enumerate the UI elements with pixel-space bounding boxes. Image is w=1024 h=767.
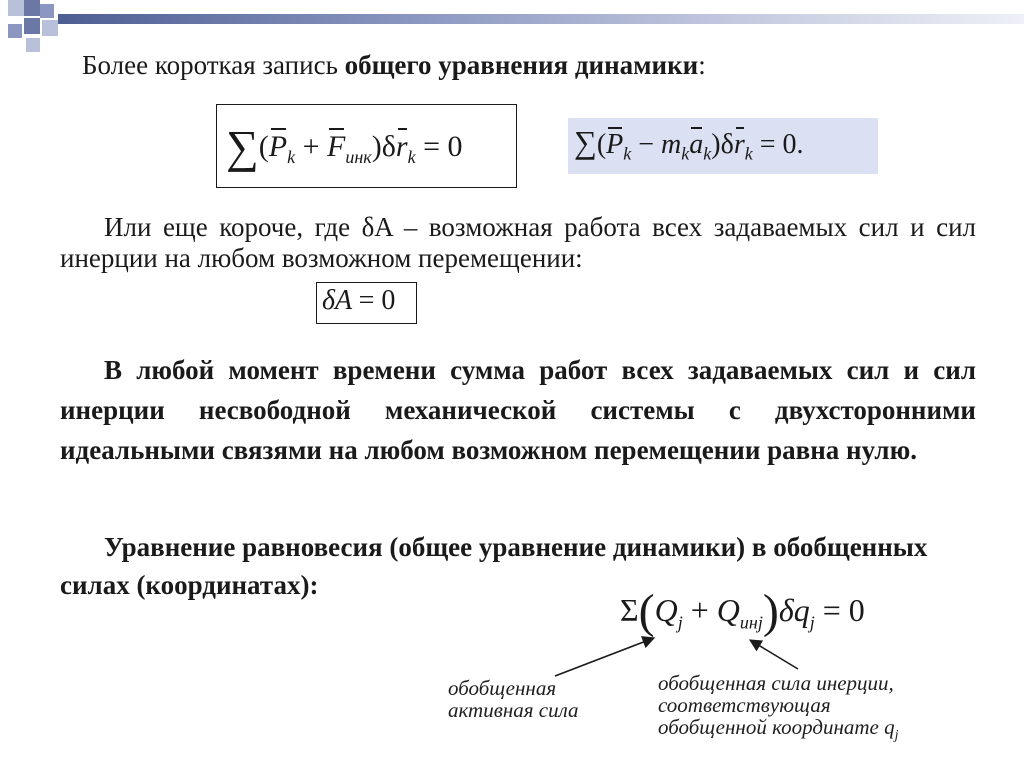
vector-f: F: [327, 130, 346, 163]
formula-1: $\sum(P_k + F_{инк})\delta r_k = 0$: [226, 121, 463, 172]
lead-bold: общего уравнения динамики: [344, 50, 699, 80]
formula-2: $\sum(P_k - m_ka_k)\delta r_k = 0$.: [574, 124, 804, 164]
lead-colon: :: [698, 50, 706, 80]
arrow-to-active-force: [555, 638, 654, 676]
annotation-active-force: обобщенная активная сила: [448, 676, 579, 722]
formula-4: $\Sigma(Q_j + Q_{инj})\delta q_j = 0$: [620, 585, 865, 638]
lead-text: Более короткая запись: [82, 50, 345, 80]
vector-p: P: [268, 130, 288, 163]
paragraph-equilibrium: Уравнение равновесия (общее уравнение динамики) в обобщенных силах (координатах):: [60, 532, 928, 600]
paragraph-principle: В любой момент времени сумма работ всех задаваемых сил и сил инерции несвободной механической системы с двухсторонними идеальными связями на любом возможном перемещении равна нулю.: [60, 355, 976, 465]
vector-r: r: [395, 130, 408, 163]
annotation-inertia-force: обобщенная сила инерции, соответствующая обобщенной координате $q_j$: [658, 671, 899, 744]
formula-3: δA = 0: [322, 285, 396, 316]
arrow-to-inertia-force: [750, 640, 798, 669]
paragraph-possible-work: Или еще короче, где δA – возможная работа всех задаваемых сил и сил инерции на любом возможном перемещении:: [60, 212, 976, 273]
